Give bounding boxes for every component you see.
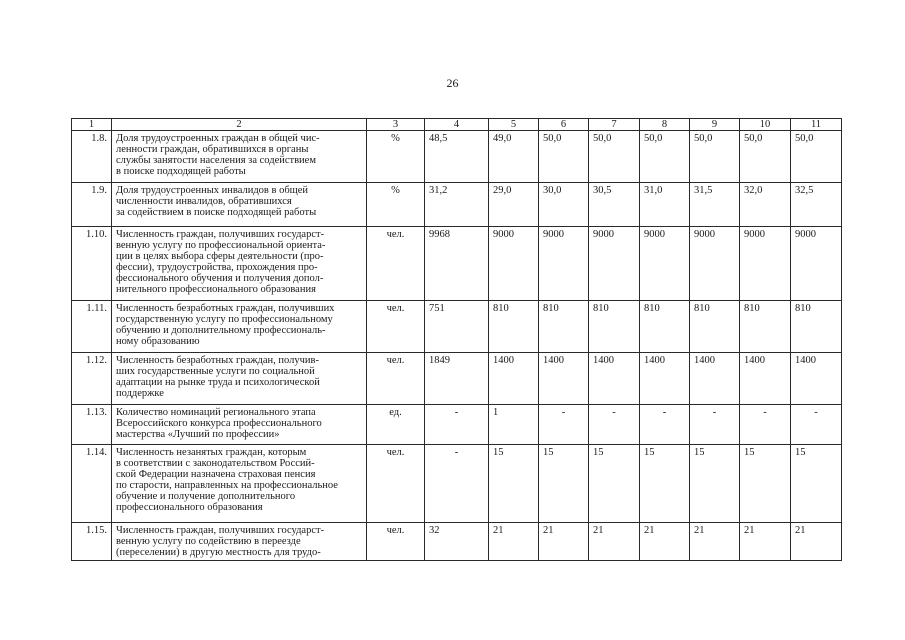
table-row [72,301,842,353]
indicator-description [112,301,367,353]
value-cell: - [740,405,791,445]
row-number: 1.14. [72,445,112,523]
description-line: Количество номинаций регионального этапа [116,407,316,418]
value-cell: 31,2 [425,183,489,227]
table-header [72,119,842,131]
value-cell: 49,0 [489,131,539,183]
description-line: обучению и дополнительному профессиональ- [116,325,326,336]
value-cell: 9000 [690,227,740,301]
value-cell: 15 [740,445,791,523]
value-cell: 21 [589,523,640,561]
unit: % [367,131,425,183]
value-cell: - [425,405,489,445]
value-cell: 21 [640,523,690,561]
description-line: венную услугу по профессиональной ориента- [116,240,326,251]
indicator-description [112,353,367,405]
column-header-1: 1 [72,119,112,131]
value-cell: 9000 [740,227,791,301]
unit: чел. [367,523,425,561]
table-row [72,523,842,561]
description-line: службы занятости населения за содействием [116,155,316,166]
description-line: поддержке [116,388,164,399]
description-line: нительного профессионального образования [116,284,316,295]
value-cell: 50,0 [791,131,842,183]
value-cell: 810 [690,301,740,353]
value-cell: - [425,445,489,523]
description-line: ших государственные услуги по социальной [116,366,315,377]
value-cell: 1 [489,405,539,445]
description-line: Численность безработных граждан, получив- [116,355,319,366]
description-line: (переселении) в другую местность для трудо- [116,547,321,558]
description-line: ской Федерации назначена страховая пенсия [116,469,316,480]
value-cell: 9000 [791,227,842,301]
description-line: Численность незанятых граждан, которым [116,447,307,458]
description-line: фессии), трудоустройства, прохождения про- [116,262,318,273]
value-cell: 29,0 [489,183,539,227]
description-line: государственную услугу по профессиональному [116,314,333,325]
description-line: фессионального обучения и получения допол- [116,273,324,284]
value-cell: 15 [640,445,690,523]
description-line: в соответствии с законодательством Россий- [116,458,315,469]
value-cell: 32 [425,523,489,561]
value-cell: 50,0 [589,131,640,183]
value-cell: 9000 [489,227,539,301]
table-row [72,353,842,405]
value-cell: 15 [690,445,740,523]
value-cell: 1400 [539,353,589,405]
description-line: Доля трудоустроенных инвалидов в общей [116,185,309,196]
unit: ед. [367,405,425,445]
value-cell: 50,0 [539,131,589,183]
value-cell: 1400 [740,353,791,405]
column-header-2: 2 [112,119,367,131]
description-line: Численность граждан, получивших государст- [116,525,325,536]
value-cell: 9000 [589,227,640,301]
description-line: ному образованию [116,336,200,347]
indicator-description [112,445,367,523]
value-cell: 810 [489,301,539,353]
column-header-5: 5 [489,119,539,131]
value-cell: 9968 [425,227,489,301]
description-line: обучение и получение дополнительного [116,491,296,502]
unit: чел. [367,227,425,301]
table-row [72,131,842,183]
value-cell: 1400 [690,353,740,405]
column-header-11: 11 [791,119,842,131]
row-number: 1.9. [72,183,112,227]
indicator-description [112,131,367,183]
row-number: 1.10. [72,227,112,301]
description-line: по старости, направленных на профессиональное [116,480,338,491]
value-cell: 21 [740,523,791,561]
value-cell: 1400 [489,353,539,405]
unit: чел. [367,353,425,405]
value-cell: 810 [640,301,690,353]
unit: чел. [367,301,425,353]
value-cell: 21 [791,523,842,561]
table-row [72,183,842,227]
description-line: Доля трудоустроенных граждан в общей чис- [116,133,320,144]
value-cell: 810 [740,301,791,353]
value-cell: 31,0 [640,183,690,227]
description-line: мастерства «Лучший по профессии» [116,429,280,440]
value-cell: 1400 [791,353,842,405]
value-cell: - [589,405,640,445]
description-line: численности инвалидов, обратившихся [116,196,292,207]
description-line: Численность граждан, получивших государст- [116,229,325,240]
value-cell: 810 [589,301,640,353]
value-cell: 9000 [640,227,690,301]
description-line: венную услугу по содействию в переезде [116,536,301,547]
row-number: 1.15. [72,523,112,561]
value-cell: 21 [489,523,539,561]
value-cell: - [539,405,589,445]
row-number: 1.12. [72,353,112,405]
column-header-10: 10 [740,119,791,131]
column-header-8: 8 [640,119,690,131]
column-header-7: 7 [589,119,640,131]
table-row [72,405,842,445]
row-number: 1.8. [72,131,112,183]
value-cell: 9000 [539,227,589,301]
value-cell: 30,0 [539,183,589,227]
unit: чел. [367,445,425,523]
value-cell: 1849 [425,353,489,405]
value-cell: 21 [690,523,740,561]
value-cell: 50,0 [740,131,791,183]
value-cell: 50,0 [640,131,690,183]
table-body [72,131,842,561]
row-number: 1.11. [72,301,112,353]
value-cell: 31,5 [690,183,740,227]
indicators-table [71,118,842,561]
table-row [72,445,842,523]
value-cell: 15 [791,445,842,523]
description-line: за содействием в поиске подходящей работы [116,207,317,218]
value-cell: 15 [489,445,539,523]
value-cell: 32,5 [791,183,842,227]
description-line: Всероссийского конкурса профессионального [116,418,322,429]
column-header-6: 6 [539,119,589,131]
column-header-4: 4 [425,119,489,131]
value-cell: 1400 [589,353,640,405]
value-cell: 1400 [640,353,690,405]
column-header-9: 9 [690,119,740,131]
value-cell: 15 [539,445,589,523]
value-cell: - [791,405,842,445]
indicator-description [112,227,367,301]
row-number: 1.13. [72,405,112,445]
value-cell: 810 [539,301,589,353]
value-cell: 810 [791,301,842,353]
value-cell: 751 [425,301,489,353]
unit: % [367,183,425,227]
value-cell: 21 [539,523,589,561]
description-line: Численность безработных граждан, получивших [116,303,335,314]
value-cell: 48,5 [425,131,489,183]
column-header-3: 3 [367,119,425,131]
value-cell: - [640,405,690,445]
description-line: в поиске подходящей работы [116,166,246,177]
table-row [72,227,842,301]
value-cell: 32,0 [740,183,791,227]
value-cell: 30,5 [589,183,640,227]
description-line: ленности граждан, обратившихся в органы [116,144,309,155]
description-line: профессионального образования [116,502,263,513]
value-cell: - [690,405,740,445]
description-line: ции в целях выбора сферы деятельности (про- [116,251,324,262]
indicator-description [112,523,367,561]
indicator-description [112,405,367,445]
value-cell: 50,0 [690,131,740,183]
indicator-description [112,183,367,227]
page-number: 26 [446,76,459,90]
value-cell: 15 [589,445,640,523]
description-line: адаптации на рынке труда и психологической [116,377,320,388]
